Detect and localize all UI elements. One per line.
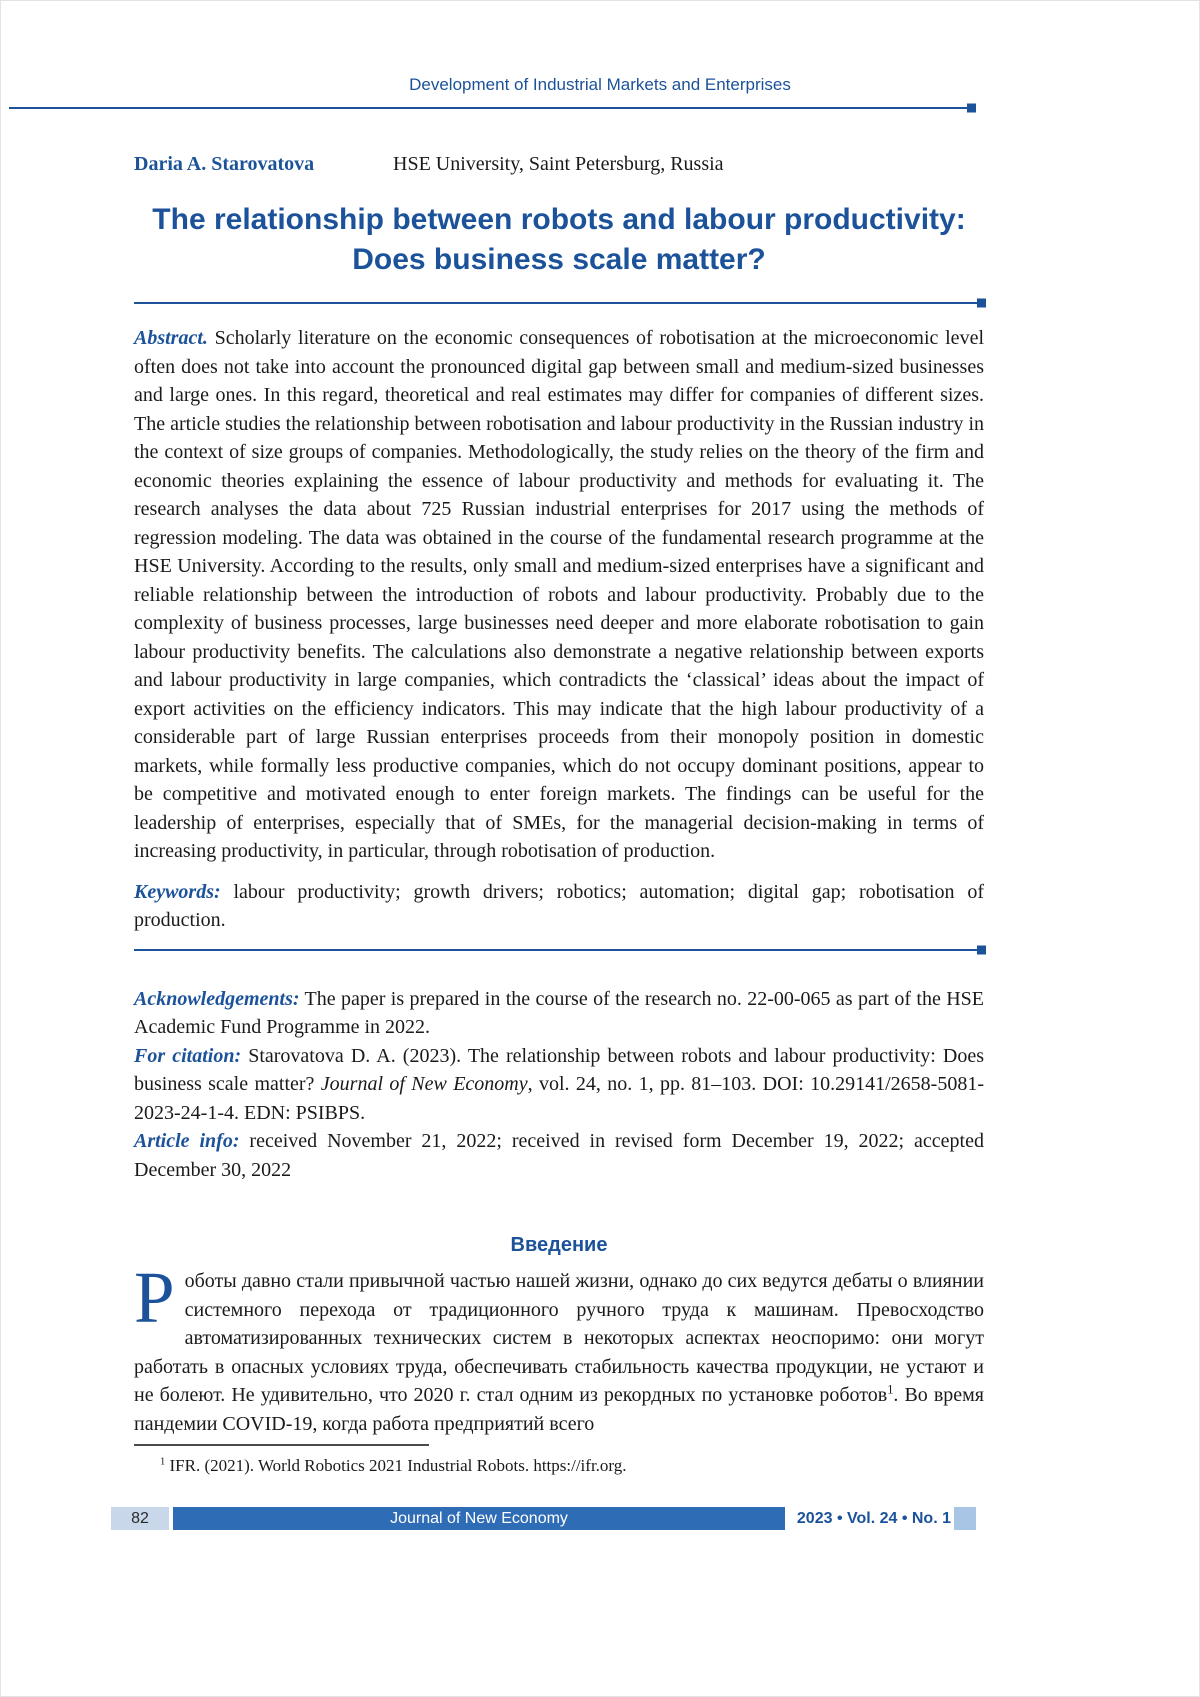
footnote-text: IFR. (2021). World Robotics 2021 Industrial Robots. https://ifr.org. xyxy=(165,1456,627,1475)
keywords-rule xyxy=(134,949,986,951)
intro-text-after: . Во время пандемии COVID-19, когда работа предприятий всего xyxy=(134,1384,985,1435)
acknowledgements-paragraph xyxy=(134,985,984,1042)
keywords-text: labour productivity; growth drivers; robotics; automation; digital gap; robotisation of production. xyxy=(134,880,984,931)
page-number: 82 xyxy=(131,1509,149,1527)
abstract-text: Scholarly literature on the economic consequences of robotisation at the microeconomic level often does not take into account the pronounced digital gap between small and medium-sized businesses and large ones. In this regard, theoretical and real estimates may differ for companies of different sizes. The article studies the relationship between robotisation and labour productivity in the Russian industry in the context of size groups of companies. Methodologically, the study relies on the theory of the firm and economic theories explaining the essence of labour productivity and methods for evaluating it. The research analyses the data about 725 Russian industrial enterprises for 2017 using the methods of regression modeling. The data was obtained in the course of the fundamental research programme at the HSE University. According to the results, only small and medium-sized enterprises have a significant and reliable relationship between the introduction of robots and labour productivity. Probably due to the complexity of business processes, large businesses need deeper and more elaborate robotisation to gain labour productivity benefits. The calculations also demonstrate a negative relationship between exports and labour productivity in large companies, which contradicts the ‘classical’ ideas about the impact of export activities on the efficiency indicators. This may indicate that the high labour productivity of a considerable part of large Russian enterprises proceeds from their monopoly position in domestic markets, while formally less productive companies, which do not occupy dominant positions, appear to be competitive and motivated enough to enter foreign markets. The findings can be useful for the leadership of enterprises, especially that of SMEs, for the managerial decision-making in terms of increasing productivity, in particular, through robotisation of production. xyxy=(134,327,984,862)
abstract-paragraph xyxy=(134,324,984,866)
citation-text-before: Starovatova D. A. (2023). The relationship between robots and labour productivity: Does business scale matter? xyxy=(134,1044,985,1095)
article-info-text: received November 21, 2022; received in revised form December 19, 2022; accepted December 30, 2022 xyxy=(134,1130,984,1181)
author-name: Daria A. Starovatova xyxy=(134,153,315,175)
acknowledgements-label: Acknowledgements: xyxy=(134,987,300,1010)
citation-paragraph xyxy=(134,1042,984,1128)
keywords-label: Keywords: xyxy=(134,880,221,903)
byline xyxy=(134,153,984,176)
running-head: Development of Industrial Markets and Enterprises xyxy=(409,75,791,94)
title-line-1: The relationship between robots and labour productivity: xyxy=(152,203,966,236)
section-heading-introduction: Введение xyxy=(510,1234,608,1256)
footnote xyxy=(134,1454,984,1478)
intro-paragraph xyxy=(134,1257,985,1438)
drop-cap: Р xyxy=(134,1257,175,1338)
footer-issue-info: 2023 • Vol. 24 • No. 1 xyxy=(796,1509,951,1527)
keywords-paragraph xyxy=(134,878,984,935)
acknowledgements-text: The paper is prepared in the course of the research no. 22-00-065 as part of the HSE Academic Fund Programme in 2022. xyxy=(134,987,984,1038)
page-footer xyxy=(1,1503,1199,1535)
citation-journal-name: Journal of New Economy xyxy=(320,1073,528,1095)
abstract-label: Abstract. xyxy=(134,327,208,349)
intro-text: оботы давно стали привычной частью нашей жизни, однако до сих ведутся дебаты о влиянии системного перехода от традиционного ручного труда к машинам. Превосходство автоматизированных технических систем в некоторых аспектах неоспоримо: они могут работать в опасных условиях труда, обеспечивать стабильность качества продукции, не устают и не болеют. Не удивительно, что 2020 г. стал одним из рекордных по установке роботов xyxy=(134,1270,984,1406)
footer-end-square xyxy=(954,1507,976,1530)
footer-journal-bar xyxy=(173,1507,785,1530)
rule-end-square xyxy=(977,299,986,308)
rule-end-square xyxy=(977,945,986,954)
citation-label: For citation: xyxy=(134,1044,242,1067)
footnote-reference: 1 xyxy=(887,1382,894,1397)
footer-journal-name: Journal of New Economy xyxy=(390,1509,568,1527)
footnote-marker: 1 xyxy=(160,1456,166,1468)
title-line-2: Does business scale matter? xyxy=(352,243,766,276)
header-rule xyxy=(9,107,976,109)
author-affiliation: HSE University, Saint Petersburg, Russia xyxy=(393,153,724,175)
rule-end-square xyxy=(967,104,976,113)
footnote-rule xyxy=(134,1444,429,1446)
title-rule xyxy=(134,302,986,304)
article-info-label: Article info: xyxy=(134,1130,240,1152)
citation-text-after: , vol. 24, no. 1, pp. 81–103. DOI: 10.29141/2658-5081-2023-24-1-4. EDN: PSIBPS. xyxy=(134,1073,984,1124)
article-title xyxy=(134,200,984,280)
page-number-box xyxy=(111,1507,169,1530)
article-info-paragraph xyxy=(134,1127,984,1184)
